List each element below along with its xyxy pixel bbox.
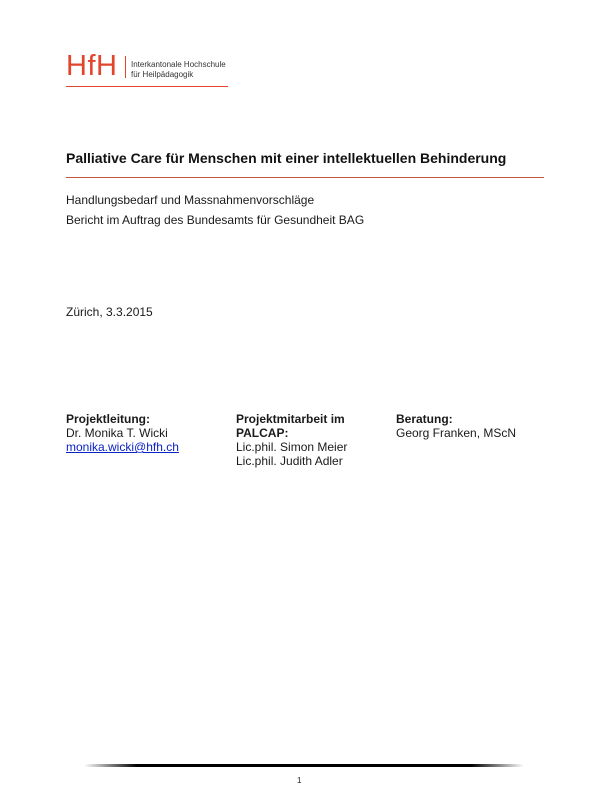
logo-name-line1: Interkantonale Hochschule — [131, 60, 226, 69]
subtitle-line2: Bericht im Auftrag des Bundesamts für Gesundheit BAG — [66, 213, 365, 227]
advice-block — [396, 412, 556, 440]
staff-member-1: Lic.phil. Simon Meier — [236, 440, 348, 454]
project-staff-heading-line2: PALCAP: — [236, 426, 289, 440]
subtitle-line1: Handlungsbedarf und Massnahmenvorschläge — [66, 193, 315, 207]
project-staff-block — [236, 412, 386, 468]
staff-member-2: Lic.phil. Judith Adler — [236, 454, 343, 468]
project-staff-heading-line1: Projektmitarbeit im — [236, 412, 345, 426]
logo-underline — [66, 86, 228, 87]
logo-separator — [125, 56, 126, 78]
footer-divider — [84, 764, 524, 767]
project-lead-name: Dr. Monika T. Wicki — [66, 426, 168, 440]
advice-heading: Beratung: — [396, 412, 453, 426]
advice-name: Georg Franken, MScN — [396, 426, 517, 440]
page-number: 1 — [297, 776, 302, 785]
logo-name-line2: für Heilpädagogik — [131, 70, 194, 79]
project-lead-block — [66, 412, 226, 454]
place-date: Zürich, 3.3.2015 — [66, 305, 153, 319]
project-lead-heading: Projektleitung: — [66, 412, 151, 426]
logo-mark: HfH — [66, 50, 118, 82]
title-divider — [66, 177, 544, 178]
document-title: Palliative Care für Menschen mit einer intellektuellen Behinderung — [66, 150, 507, 166]
logo-institution-name — [131, 60, 226, 80]
project-lead-email-link[interactable]: monika.wicki@hfh.ch — [66, 440, 179, 454]
